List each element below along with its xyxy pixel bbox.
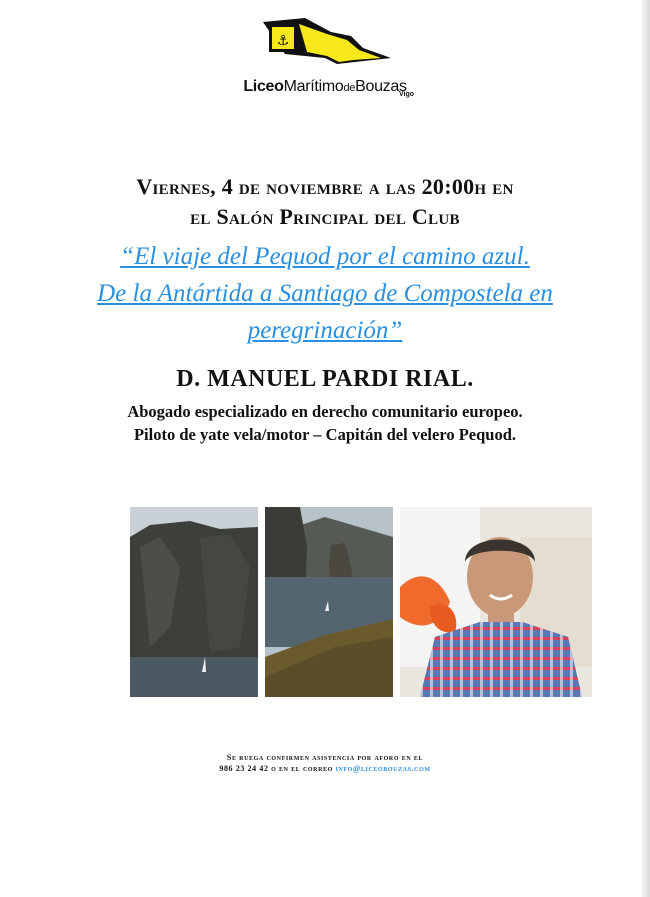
speaker-portrait-photo [400,507,592,697]
club-logo [0,14,650,96]
sea-stack-photo [265,507,393,697]
rsvp-note [0,752,650,774]
talk-line-3: peregrinación” [247,317,403,344]
rsvp-line-1: Se ruega confirmen asistencia por aforo en el [226,753,424,762]
bio-line-2: Piloto de yate vela/motor – Capitán del velero Pequod. [133,425,517,444]
speaker-bio [0,400,650,446]
brand-city: Vigo [399,91,415,98]
talk-title [0,238,650,349]
rsvp-line-2 [0,763,650,774]
liceo-flag-icon [255,14,395,74]
rsvp-email-link[interactable]: info@liceobouzas.com [335,764,431,773]
rsvp-phone-text: 986 23 24 42 o en el correo [219,764,336,773]
event-line-2: el Salón Principal del Club [190,204,460,229]
speaker-name: D. MANUEL PARDI RIAL. [176,366,474,392]
brand-name: LiceoMarítimodeBouzas [243,78,407,95]
talk-line-2: De la Antártida a Santiago de Compostela en [97,280,553,307]
event-line-1: Viernes, 4 de noviembre a las 20:00h en [136,174,514,199]
svg-text:⚓: ⚓ [276,33,290,49]
cliffs-sailboat-photo [130,507,258,697]
bio-line-1: Abogado especializado en derecho comunitario europeo. [127,402,523,421]
event-date-location [0,172,650,232]
talk-line-1: “El viaje del Pequod por el camino azul. [120,243,530,270]
